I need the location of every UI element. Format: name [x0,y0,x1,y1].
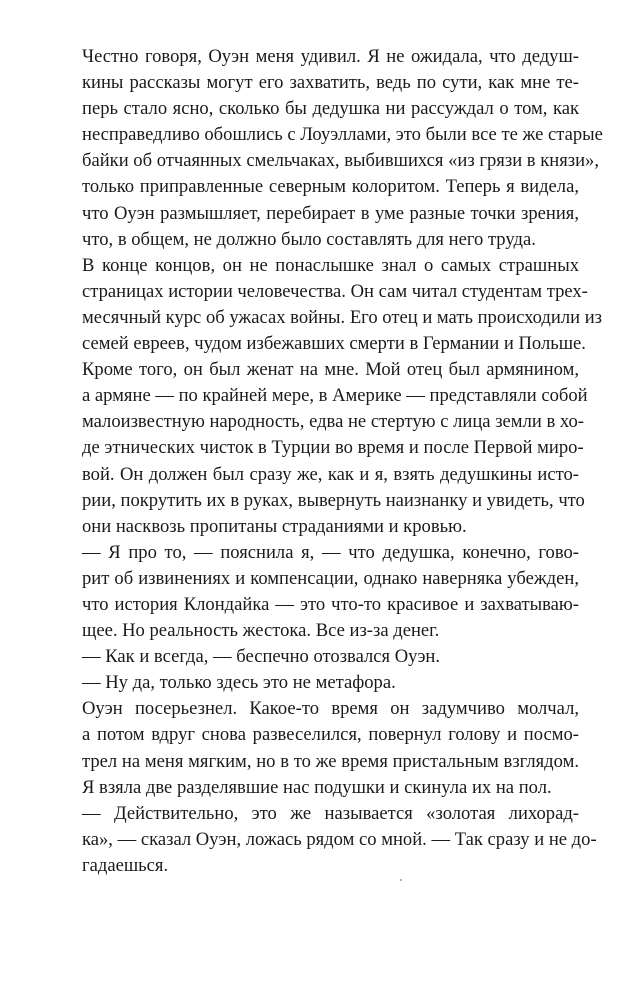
paragraph [60,540,579,644]
text-line: Кроме того, он был женат на мне. Мой отец был армянином, [82,359,579,381]
text-line: — Я про то, — пояснила я, — что дедушка, конечно, гово- [82,541,579,563]
text-line: семей евреев, чудом избежавших смерти в Германии и Польше. [82,333,586,355]
text-line: байки об отчаянных смельчаках, выбившихся «из грязи в князи», [82,150,600,172]
text-line: В конце концов, он не понаслышке знал о самых страшных [82,254,579,276]
text-line: де этнических чисток в Турции во время и после Первой миро- [82,437,584,459]
scan-speck [400,879,402,881]
text-line: — Ну да, только здесь это не метафора. [82,672,396,694]
text-line: Оуэн посерьезнел. Какое-то время он задумчиво молчал, [82,698,579,720]
text-line: ка», — сказал Оуэн, ложась рядом со мной. — Так сразу и не до- [82,828,597,850]
text-line: что, в общем, не должно было составлять для него труда. [82,228,536,250]
text-line: Я взяла две разделявшие нас подушки и скинула их на пол. [82,776,552,798]
text-line: щее. Но реальность жестока. Все из-за денег. [82,620,440,642]
text-line: гадаешься. [82,854,169,876]
text-line: несправедливо обошлись с Лоуэллами, это были все те же старые [82,124,603,146]
text-line: рии, покрутить их в руках, вывернуть наизнанку и увидеть, что [82,489,585,511]
paragraph [60,253,603,540]
text-line: перь стало ясно, сколько бы дедушка ни рассуждал о том, как [82,98,579,120]
paragraph [60,44,603,253]
body-text [60,44,603,879]
text-line: что история Клондайка — это что-то красивое и захватываю- [82,593,579,615]
text-line: а армяне — по крайней мере, в Америке — представляли собой [82,385,588,407]
text-line: — Действительно, это же называется «золотая лихорад- [82,802,579,824]
paragraph [60,670,579,696]
text-line: трел на меня мягким, но в то же время пристальным взглядом. [82,750,579,772]
text-line: а потом вдруг снова развеселился, повернул голову и посмо- [82,724,579,746]
text-line: Честно говоря, Оуэн меня удивил. Я не ожидала, что дедуш- [82,46,579,67]
text-line: вой. Он должен был сразу же, как и я, взять дедушкины исто- [82,463,579,485]
text-line: месячный курс об ужасах войны. Его отец и мать происходили из [82,306,603,328]
text-line: — Как и всегда, — беспечно отозвался Оуэн. [82,646,441,668]
text-line: они насквозь пропитаны страданиями и кровью. [82,515,467,537]
paragraph [60,644,579,670]
text-line: только приправленные северным колоритом. Теперь я видела, [82,176,579,198]
text-line: рит об извинениях и компенсации, однако наверняка убежден, [82,567,579,589]
text-line: кины рассказы могут его захватить, ведь по сути, как мне те- [82,72,579,94]
text-line: что Оуэн размышляет, перебирает в уме разные точки зрения, [82,202,579,224]
paragraph [60,801,597,879]
text-line: малоизвестную народность, едва не стертую с лица земли в хо- [82,411,584,433]
paragraph [60,696,579,800]
text-line: страницах истории человечества. Он сам читал студентам трех- [82,280,588,302]
